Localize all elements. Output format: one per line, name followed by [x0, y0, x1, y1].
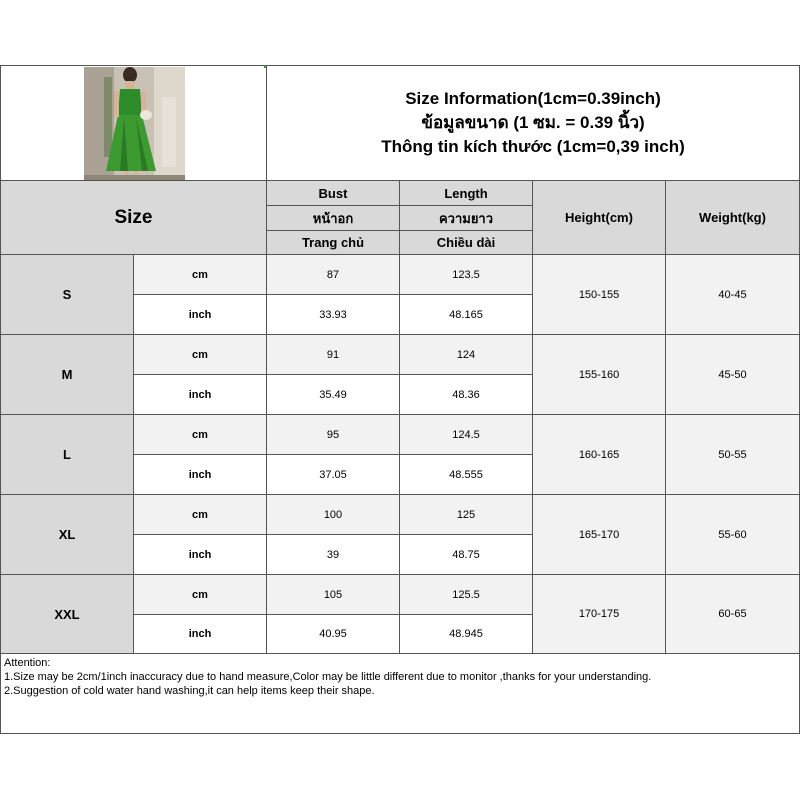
note-1: 1.Size may be 2cm/1inch inaccuracy due to hand measure,Color may be little different due to monitor ,thanks for your understanding.	[4, 671, 652, 683]
title-thai: ข้อมูลขนาด (1 ซม. = 0.39 นิ้ว)	[421, 113, 645, 132]
bust-inch-xxl: 40.95	[266, 614, 400, 654]
length-cm-l: 124.5	[399, 414, 533, 455]
bust-inch-xl: 39	[266, 534, 400, 575]
bust-header-en: Bust	[266, 180, 400, 206]
bust-header-th: หน้าอก	[266, 205, 400, 231]
height-l: 160-165	[532, 414, 666, 495]
weight-l: 50-55	[665, 414, 800, 495]
bust-inch-s: 33.93	[266, 294, 400, 335]
size-label-m: M	[0, 334, 134, 415]
unit-cm: cm	[133, 414, 267, 455]
weight-xl: 55-60	[665, 494, 800, 575]
unit-cm: cm	[133, 254, 267, 295]
notes-heading: Attention:	[4, 657, 51, 669]
unit-inch: inch	[133, 374, 267, 415]
bust-cm-m: 91	[266, 334, 400, 375]
dress-model-image	[84, 67, 185, 180]
bust-cm-s: 87	[266, 254, 400, 295]
unit-inch: inch	[133, 294, 267, 335]
title-vietnamese: Thông tin kích thước (1cm=0,39 inch)	[381, 137, 685, 156]
length-cm-xl: 125	[399, 494, 533, 535]
note-2: 2.Suggestion of cold water hand washing,it can help items keep their shape.	[4, 685, 375, 697]
weight-xxl: 60-65	[665, 574, 800, 654]
length-header-vi: Chiều dài	[399, 230, 533, 255]
unit-inch: inch	[133, 614, 267, 654]
unit-cm: cm	[133, 574, 267, 615]
product-photo	[84, 67, 185, 180]
bust-cm-xxl: 105	[266, 574, 400, 615]
height-s: 150-155	[532, 254, 666, 335]
size-label-l: L	[0, 414, 134, 495]
height-m: 155-160	[532, 334, 666, 415]
title-english: Size Information(1cm=0.39inch)	[405, 89, 661, 108]
weight-header: Weight(kg)	[665, 180, 800, 255]
bust-inch-l: 37.05	[266, 454, 400, 495]
length-header-th: ความยาว	[399, 205, 533, 231]
weight-m: 45-50	[665, 334, 800, 415]
height-header: Height(cm)	[532, 180, 666, 255]
length-inch-xxl: 48.945	[399, 614, 533, 654]
length-inch-s: 48.165	[399, 294, 533, 335]
length-cm-m: 124	[399, 334, 533, 375]
unit-inch: inch	[133, 534, 267, 575]
unit-cm: cm	[133, 334, 267, 375]
bust-header-vi: Trang chủ	[266, 230, 400, 255]
bust-inch-m: 35.49	[266, 374, 400, 415]
bust-cm-l: 95	[266, 414, 400, 455]
size-label-s: S	[0, 254, 134, 335]
height-xl: 165-170	[532, 494, 666, 575]
size-label-xl: XL	[0, 494, 134, 575]
unit-cm: cm	[133, 494, 267, 535]
weight-s: 40-45	[665, 254, 800, 335]
attention-notes	[0, 653, 800, 734]
length-inch-m: 48.36	[399, 374, 533, 415]
bust-cm-xl: 100	[266, 494, 400, 535]
size-header: Size	[0, 180, 267, 255]
length-inch-xl: 48.75	[399, 534, 533, 575]
height-xxl: 170-175	[532, 574, 666, 654]
size-chart	[0, 65, 800, 734]
product-image-cell	[0, 65, 267, 181]
length-inch-l: 48.555	[399, 454, 533, 495]
length-cm-xxl: 125.5	[399, 574, 533, 615]
length-header-en: Length	[399, 180, 533, 206]
size-info-title	[266, 65, 800, 181]
length-cm-s: 123.5	[399, 254, 533, 295]
unit-inch: inch	[133, 454, 267, 495]
size-label-xxl: XXL	[0, 574, 134, 654]
